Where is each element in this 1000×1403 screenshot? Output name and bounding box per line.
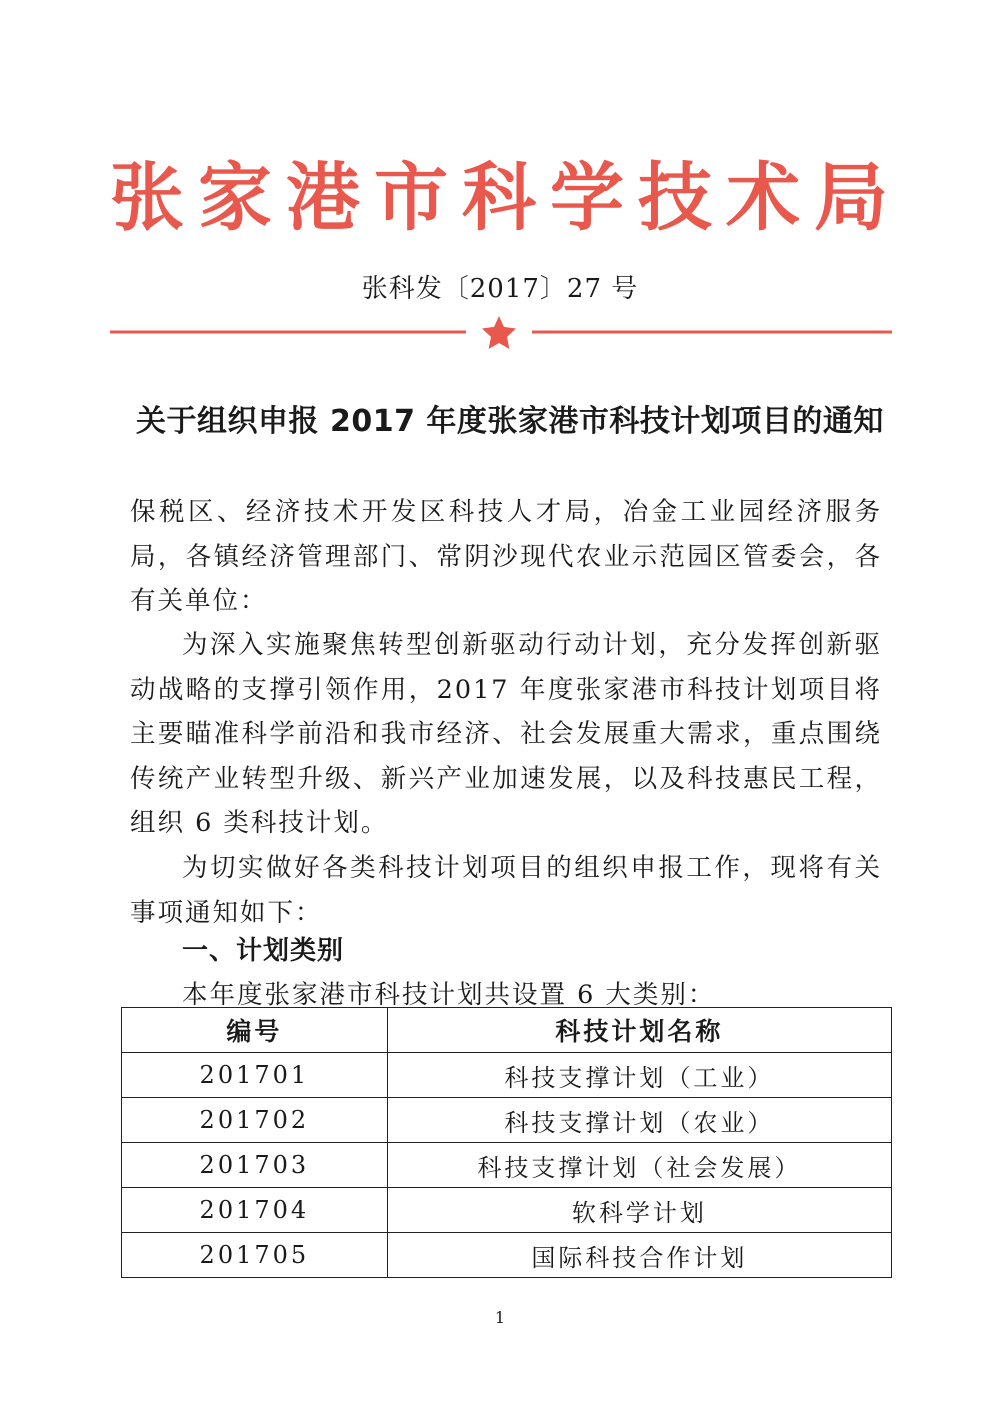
- plan-name: 软科学计划: [387, 1188, 891, 1233]
- table-header-row: [122, 1008, 892, 1053]
- plan-number: 201703: [122, 1143, 388, 1188]
- column-header-plan-name: 科技计划名称: [387, 1008, 891, 1053]
- plan-name: 科技支撑计划（社会发展）: [387, 1143, 891, 1188]
- body-paragraph: 为深入实施聚焦转型创新驱动行动计划，充分发挥创新驱动战略的支撑引领作用，2017 年度张家港市科技计划项目将主要瞄准科学前沿和我市经济、社会发展重大需求，重点围绕传统产业转型升级、新兴产业加速发展，以及科技惠民工程，组织 6 类科技计划。: [130, 630, 882, 838]
- column-header-number: 编号: [122, 1008, 388, 1053]
- addressee: 保税区、经济技术开发区科技人才局，冶金工业园经济服务局，各镇经济管理部门、常阴沙现代农业示范园区管委会，各有关单位：: [130, 497, 882, 616]
- table-row: [122, 1053, 892, 1098]
- table-row: [122, 1188, 892, 1233]
- table-row: [122, 1233, 892, 1278]
- plan-number: 201705: [122, 1233, 388, 1278]
- notice-title: 关于组织申报 2017 年度张家港市科技计划项目的通知: [136, 404, 884, 439]
- body-paragraph: 为切实做好各类科技计划项目的组织申报工作，现将有关事项通知如下：: [130, 853, 882, 928]
- table-row: [122, 1143, 892, 1188]
- plan-name: 国际科技合作计划: [387, 1233, 891, 1278]
- section-heading: 一、计划类别: [182, 936, 345, 966]
- document-number: 张科发〔2017〕27 号: [361, 274, 639, 304]
- red-divider: [110, 316, 892, 352]
- plan-number: 201701: [122, 1053, 388, 1098]
- intro-line: 本年度张家港市科技计划共设置 6 大类别：: [182, 980, 716, 1010]
- plan-name: 科技支撑计划（工业）: [387, 1053, 891, 1098]
- plan-number: 201702: [122, 1098, 388, 1143]
- page-number: 1: [494, 1308, 506, 1327]
- org-header-title: 张家港市科学技术局: [110, 155, 902, 241]
- star-icon: [482, 316, 516, 349]
- plan-category-table: [121, 1007, 892, 1278]
- plan-name: 科技支撑计划（农业）: [387, 1098, 891, 1143]
- table-row: [122, 1098, 892, 1143]
- plan-number: 201704: [122, 1188, 388, 1233]
